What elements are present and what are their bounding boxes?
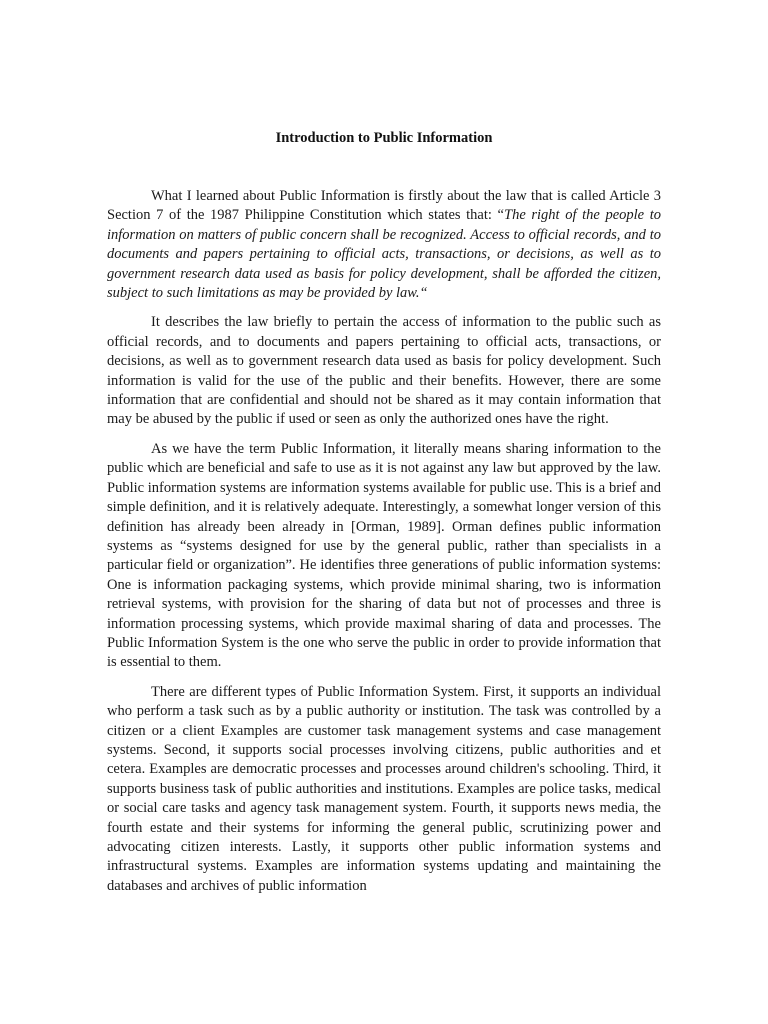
- paragraph-4: There are different types of Public Information System. First, it supports an individual who perform a task such as by a public authority or institution. The task was controlled by a citizen or a client Examples are customer task management systems and case management systems. Second, it supports social processes involving citizens, public authorities and et cetera. Examples are democratic processes and processes around children's schooling. Third, it supports business task of public authorities and institutions. Examples are police tasks, medical or social care tasks and agency task management system. Fourth, it supports news media, the fourth estate and their systems for informing the general public, scrutinizing power and advocating citizen interests. Lastly, it supports other public information systems and infrastructural systems. Examples are information systems updating and maintaining the databases and archives of public information: [107, 683, 661, 894]
- document-body: [107, 187, 661, 896]
- document-title: Introduction to Public Information: [275, 130, 493, 146]
- quote-closing-mark: “: [419, 285, 428, 302]
- paragraph-3: As we have the term Public Information, it literally means sharing information to the public which are beneficial and safe to use as it is not against any law but approved by the law. Public information systems are information systems available for public use. This is a brief and simple definition, and it is relatively adequate. Interestingly, a somewhat longer version of this definition has already been already in [Orman, 1989]. Orman defines public information systems as “systems designed for use by the general public, rather than specialists in a particular field or organization”. He identifies three generations of public information systems: One is information packaging systems, which provide minimal sharing, two is information retrieval systems, with provision for the sharing of data but not of processes and three is information processing systems, which provide maximal sharing of data and processes. The Public Information System is the one who serve the public in order to provide information that is essential to them.: [107, 440, 661, 671]
- paragraph-2: It describes the law briefly to pertain the access of information to the public such as official records, and to documents and papers pertaining to official acts, transactions, or decisions, as well as to government research data used as basis for policy development. Such information is valid for the use of the public and their benefits. However, there are some information that are confidential and should not be shared as it may contain information that may be abused by the public if used or seen as only the authorized ones have the right.: [107, 314, 661, 428]
- constitution-quote: The right of the people to information on matters of public concern shall be recognized. Access to official records, and to documents and papers pertaining to official acts, transactions, or decisions, as well as to government research data used as basis for policy development, shall be afforded the citizen, subject to such limitations as may be provided by law.: [107, 207, 662, 302]
- paragraph-1-intro: What I learned about Public Information is firstly about the law that is called Article 3 Section 7 of the 1987 Philippine Constitution which states that: “: [107, 188, 661, 224]
- paragraph-1: [107, 187, 661, 303]
